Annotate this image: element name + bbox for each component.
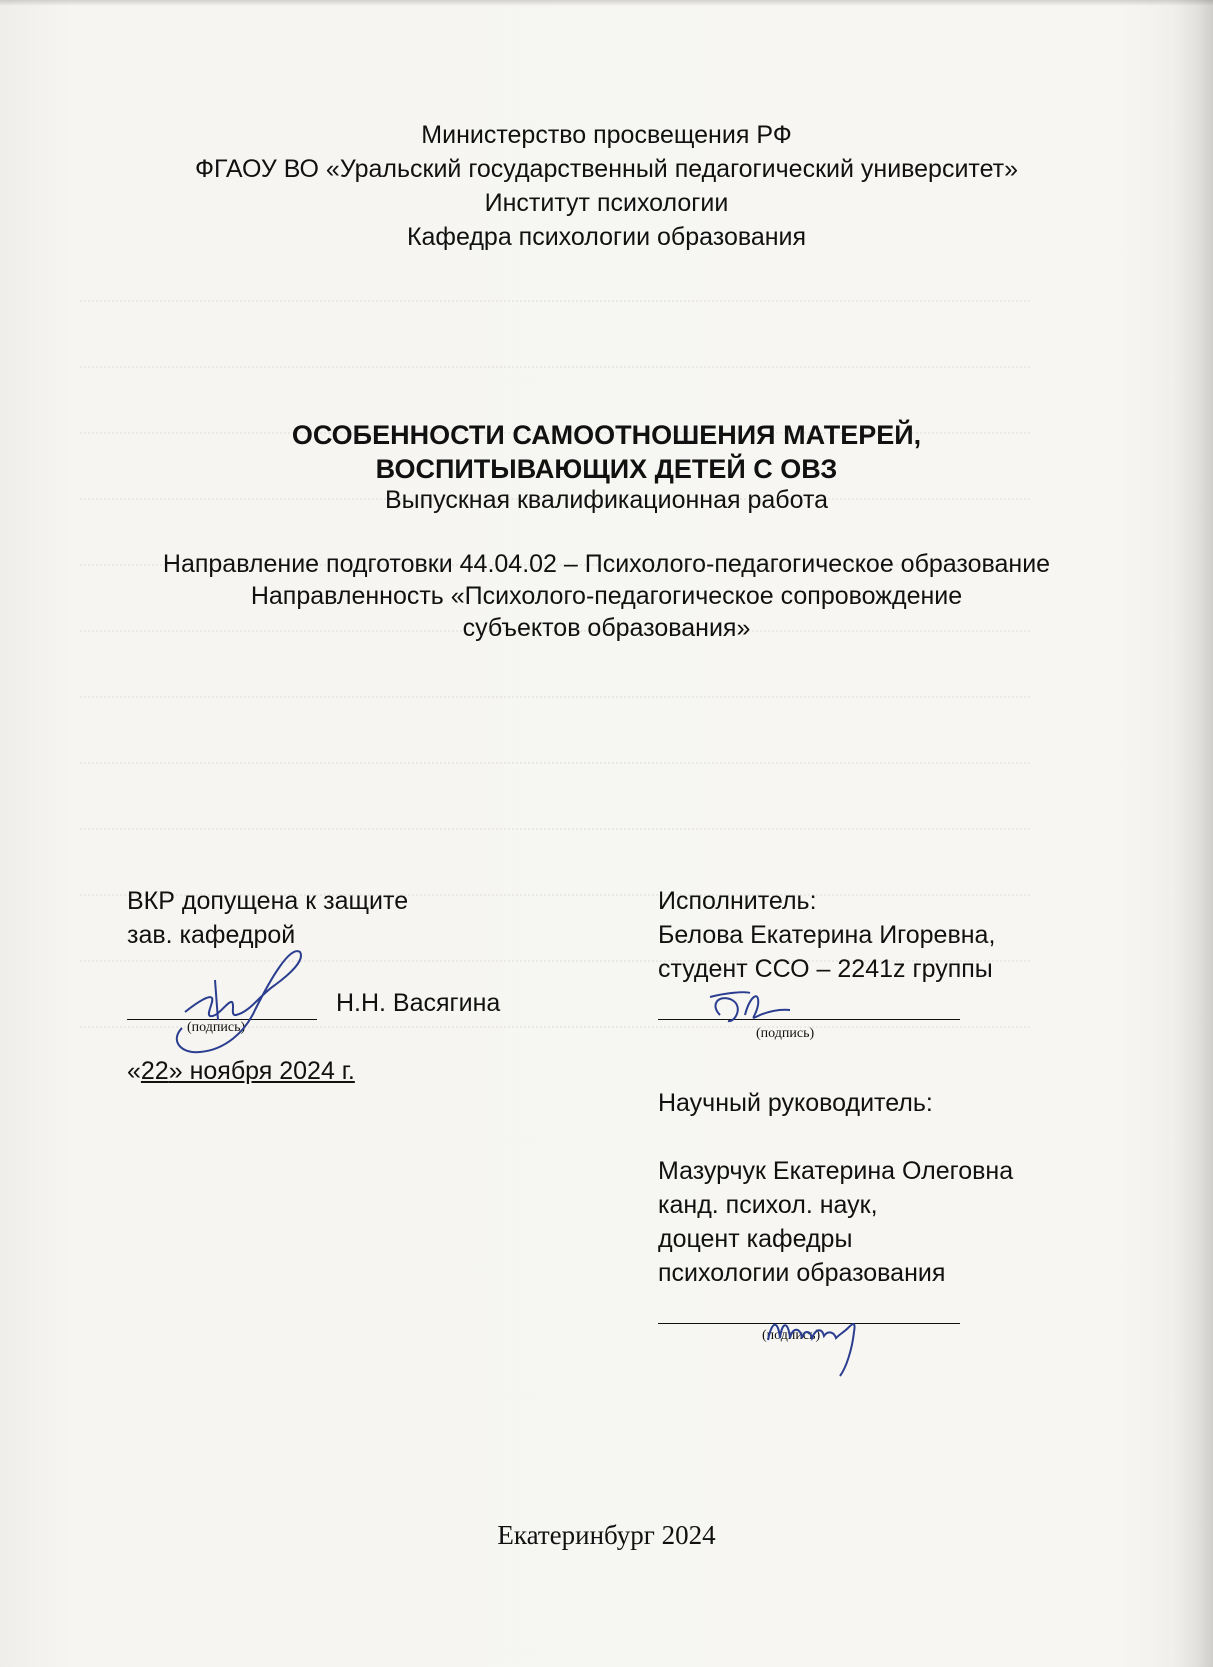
ministry-name: Министерство просвещения РФ [421,121,792,149]
executor-signature-caption: (подпись) [756,1026,815,1041]
head-name: Н.Н. Васягина [335,989,501,1017]
institute-name: Институт психологии [484,189,729,217]
bleed-line [80,636,1030,698]
thesis-title-line1: ОСОБЕННОСТИ САМООТНОШЕНИЯ МАТЕРЕЙ, [291,420,922,450]
document-header [0,118,1213,254]
direction-line1: Направление подготовки 44.04.02 – Психолого-педагогическое образование [162,550,1051,578]
bleed-line [80,768,1030,830]
executor-group: студент ССО – 2241z группы [658,955,993,983]
department-name: Кафедра психологии образования [406,223,807,251]
supervisor-department: психологии образования [658,1259,946,1287]
university-name: ФГАОУ ВО «Уральский государственный педагогический университет» [194,155,1019,183]
date-day: 22 [140,1057,169,1085]
supervisor-handwritten-signature [760,1310,870,1380]
date-open-quote: « [127,1057,141,1085]
bleed-line [80,306,1030,368]
executor-name: Белова Екатерина Игоревна, [658,921,996,949]
supervisor-position: доцент кафедры [658,1225,853,1253]
city-and-year: Екатеринбург 2024 [497,1520,716,1550]
head-signature-caption: (подпись) [187,1020,246,1035]
supervisor-signature-caption: (подпись) [762,1328,821,1343]
thesis-title-line2: ВОСПИТЫВАЮЩИХ ДЕТЕЙ С ОВЗ [375,454,838,484]
study-direction [0,548,1213,644]
direction-line3: субъектов образования» [462,614,751,642]
admitted-text: ВКР допущена к защите [127,887,409,915]
spacer [658,1120,1013,1154]
date-month-year: » ноября 2024 г. [168,1057,355,1085]
spacer [658,1042,1013,1086]
head-handwritten-signature [140,940,340,1060]
supervisor-label: Научный руководитель: [658,1089,933,1117]
supervisor-name: Мазурчук Екатерина Олеговна [658,1157,1014,1185]
executor-handwritten-signature [690,985,800,1035]
bleed-line [80,702,1030,764]
thesis-type: Выпускная квалификационная работа [384,486,829,514]
direction-line2: Направленность «Психолого-педагогическое сопровождение [250,582,963,610]
executor-block [658,884,1013,1344]
head-label: зав. кафедрой [127,921,296,949]
executor-label: Исполнитель: [658,887,817,915]
thesis-title [0,418,1213,486]
supervisor-degree: канд. психол. наук, [658,1191,878,1219]
page-top-edge-shadow [0,0,1213,6]
